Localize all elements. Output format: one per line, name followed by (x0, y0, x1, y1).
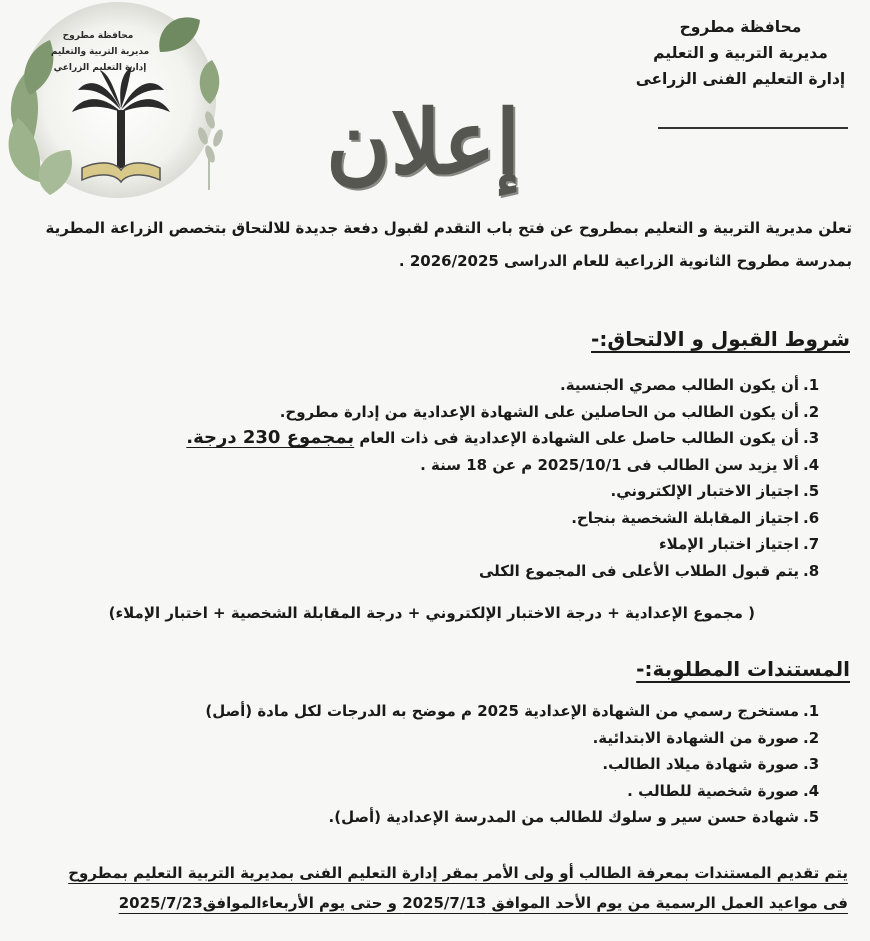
item-text: صورة شخصية للطالب . (627, 781, 799, 800)
list-item (186, 505, 825, 532)
submission-line-1: يتم تقديم المستندات بمعرفة الطالب أو ولى الأمر بمقر إدارة التعليم الفنى بمديرية التربية التعليم بمطروح (68, 864, 848, 882)
item-text: صورة من الشهادة الابتدائية. (592, 728, 799, 747)
item-text: أن يكون الطالب مصري الجنسية. (560, 376, 799, 394)
item-number: 4 . (803, 452, 825, 479)
item-text: أن يكون الطالب من الحاصلين على الشهادة الإعدادية من إدارة مطروح. (279, 402, 799, 421)
item-number: 2 . (803, 399, 825, 426)
list-item (186, 399, 825, 426)
list-item (205, 804, 825, 831)
item-text: ألا يزيد سن الطالب فى 2025/10/1 م عن 18 سنة . (420, 455, 799, 474)
list-item (186, 558, 825, 585)
documents-heading: المستندات المطلوبة:- (636, 657, 850, 681)
title-block (278, 82, 568, 212)
announcement-intro (12, 212, 852, 278)
total-score-note: ( مجموع الإعدادية + درجة الاختبار الإلكتروني + درجة المقابلة الشخصية + اختبار الإملاء) (108, 604, 755, 622)
item-number: 1 . (803, 698, 825, 725)
governorate-name: محافظة مطروح (679, 18, 802, 36)
header-divider (658, 127, 848, 129)
item-text: اجتياز المقابلة الشخصية بنجاح. (571, 508, 799, 527)
item-number: 4 . (803, 778, 825, 805)
item-text: اجتياز اختبار الإملاء (658, 535, 799, 553)
item-number: 1 . (803, 372, 825, 399)
list-item (186, 425, 825, 452)
submission-info (70, 858, 848, 918)
intro-line-1: تعلن مديرية التربية و التعليم بمطروح عن فتح باب التقدم لقبول دفعة جديدة للالتحاق بتخصص الزراعة المطرية (45, 219, 852, 237)
submission-line-2: فى مواعيد العمل الرسمية من يوم الأحد الموافق 2025/7/13 و حتى يوم الأربعاءالموافق2025/7/23 (118, 894, 848, 912)
item-number: 5 . (803, 804, 825, 831)
agriculture-logo (0, 0, 232, 212)
directorate-name: مديرية التربية و التعليم (653, 44, 828, 62)
list-item (205, 751, 825, 778)
list-item (205, 725, 825, 752)
item-number: 2 . (803, 725, 825, 752)
item-text: شهادة حسن سير و سلوك للطالب من المدرسة الإعدادية (أصل). (328, 808, 799, 826)
list-item (186, 372, 825, 399)
item-text: مستخرج رسمي من الشهادة الإعدادية 2025 م موضح به الدرجات لكل مادة (أصل) (205, 702, 799, 720)
item-text: أن يكون الطالب حاصل على الشهادة الإعدادية فى ذات العام (354, 429, 799, 447)
document-header (633, 14, 848, 92)
list-item (205, 698, 825, 725)
item-number: 3 . (803, 425, 825, 452)
logo-text-2: مديرية التربية والتعليم (50, 47, 150, 57)
intro-line-2: بمدرسة مطروح الثانوية الزراعية للعام الدراسى 2026/2025 . (398, 252, 852, 270)
list-item (205, 778, 825, 805)
administration-name: إدارة التعليم الفنى الزراعى (635, 70, 846, 88)
logo-text-1: محافظة مطروح (62, 31, 134, 41)
conditions-heading: شروط القبول و الالتحاق:- (591, 327, 850, 351)
page-title: إعلان (325, 90, 521, 194)
list-item (186, 531, 825, 558)
item-number: 7 . (803, 531, 825, 558)
conditions-list (186, 372, 825, 584)
item-number: 5 . (803, 478, 825, 505)
logo-text-3: إدارة التعليم الزراعي (53, 63, 147, 73)
item-number: 8 . (803, 558, 825, 585)
list-item (186, 478, 825, 505)
item-text: اجتياز الاختبار الإلكتروني. (610, 482, 799, 500)
item-text: يتم قبول الطلاب الأعلى فى المجموع الكلى (478, 561, 799, 580)
item-highlight: بمجموع 230 درجة. (186, 427, 355, 448)
list-item (186, 452, 825, 479)
documents-list (205, 698, 825, 831)
item-number: 3 . (803, 751, 825, 778)
item-text: صورة شهادة ميلاد الطالب. (602, 755, 799, 773)
item-number: 6 . (803, 505, 825, 532)
